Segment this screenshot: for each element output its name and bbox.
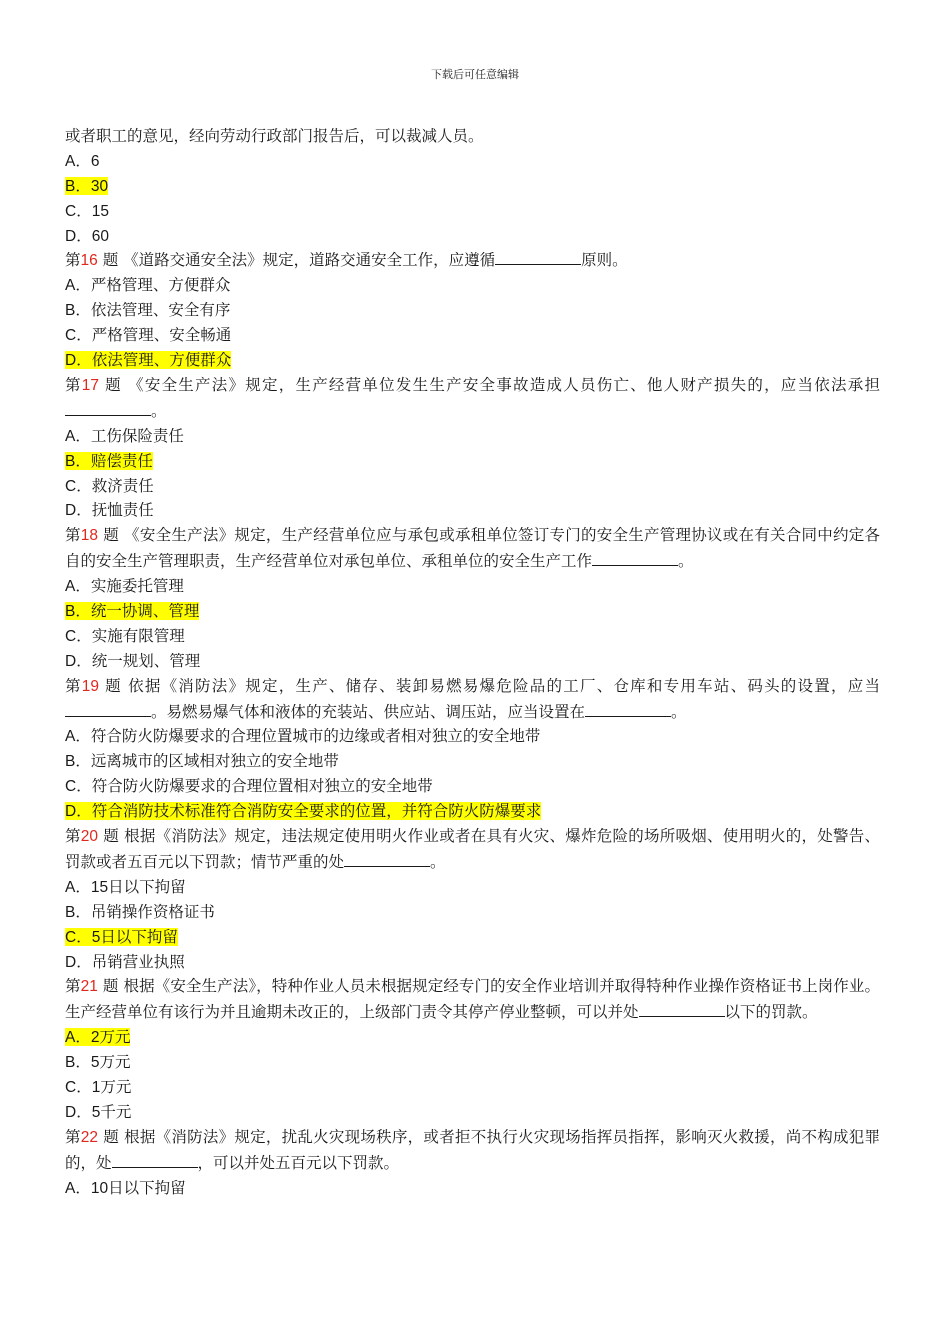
q20-option-a: A．15日以下拘留 bbox=[65, 877, 186, 896]
q21-option-d: D．5千元 bbox=[65, 1102, 132, 1121]
q17-option-b: B．赔偿责任 bbox=[65, 451, 153, 470]
q19-option-a: A．符合防火防爆要求的合理位置城市的边缘或者相对独立的安全地带 bbox=[65, 727, 541, 746]
question-number: 16 bbox=[80, 252, 98, 270]
q19-option-d: D．符合消防技术标准符合消防安全要求的位置，并符合防火防爆要求 bbox=[65, 802, 542, 821]
q20-option-d: D．吊销营业执照 bbox=[65, 952, 185, 971]
answer-blank bbox=[639, 1001, 725, 1017]
q22-option-a: A．10日以下拘留 bbox=[65, 1178, 186, 1197]
q16-option-c: C．严格管理、安全畅通 bbox=[65, 326, 232, 345]
q16-stem: 第16 题 《道路交通安全法》规定，道路交通安全工作，应遵循 原则。 bbox=[65, 251, 628, 270]
q19-option-b: B．远离城市的区域相对独立的安全地带 bbox=[65, 752, 339, 771]
question-number: 18 bbox=[80, 527, 99, 545]
answer-blank bbox=[65, 701, 151, 717]
answer-blank bbox=[585, 701, 671, 717]
q20-option-c: C．5日以下拘留 bbox=[65, 927, 178, 946]
question-number: 21 bbox=[80, 978, 98, 996]
q15-option-b: B．30 bbox=[65, 177, 109, 195]
q22-stem: 第22 题 根据《消防法》规定，扰乱火灾现场秩序，或者拒不执行火灾现场指挥员指挥，影响灭火救援，尚不构成犯罪的，处 ，可以并处五百元以下罚款。 bbox=[65, 1127, 880, 1172]
q17-option-a: A．工伤保险责任 bbox=[65, 426, 184, 445]
document-body bbox=[65, 124, 880, 1200]
answer-blank bbox=[112, 1152, 198, 1168]
q15-option-a: A．6 bbox=[65, 152, 100, 170]
q17-option-c: C．救济责任 bbox=[65, 476, 154, 495]
intro-text: 或者职工的意见，经向劳动行政部门报告后，可以裁减人员。 bbox=[65, 127, 484, 145]
q21-option-b: B．5万元 bbox=[65, 1053, 131, 1072]
q20-option-b: B．吊销操作资格证书 bbox=[65, 902, 215, 921]
q17-stem: 第17 题 《安全生产法》规定，生产经营单位发生生产安全事故造成人员伤亡、他人财产损失的，应当依法承担。 bbox=[65, 375, 880, 420]
question-number: 17 bbox=[81, 376, 99, 394]
q21-option-a: A．2万元 bbox=[65, 1028, 131, 1047]
q16-option-a: A．严格管理、方便群众 bbox=[65, 276, 231, 295]
question-number: 20 bbox=[80, 828, 99, 846]
page-header: 下载后可任意编辑 bbox=[431, 68, 519, 81]
answer-blank bbox=[592, 550, 678, 566]
q18-option-c: C．实施有限管理 bbox=[65, 626, 185, 645]
q17-option-d: D．抚恤责任 bbox=[65, 501, 154, 520]
q18-option-a: A．实施委托管理 bbox=[65, 577, 184, 596]
q16-option-b: B．依法管理、安全有序 bbox=[65, 301, 231, 320]
answer-blank bbox=[344, 851, 430, 867]
question-number: 19 bbox=[81, 677, 99, 695]
q15-option-c: C．15 bbox=[65, 202, 109, 220]
q19-stem: 第19 题 依据《消防法》规定，生产、储存、装卸易燃易爆危险品的工厂、仓库和专用车站、码头的设置，应当。易燃易爆气体和液体的充装站、供应站、调压站，应当设置在 。 bbox=[65, 676, 880, 721]
answer-blank bbox=[65, 400, 151, 416]
q18-option-b: B．统一协调、管理 bbox=[65, 601, 200, 620]
q21-option-c: C．1万元 bbox=[65, 1078, 132, 1096]
q15-option-d: D．60 bbox=[65, 227, 109, 245]
q18-option-d: D．统一规划、管理 bbox=[65, 651, 201, 670]
q18-stem: 第18 题 《安全生产法》规定，生产经营单位应与承包或承租单位签订专门的安全生产管理协议或在有关合同中约定各自的安全生产管理职责，生产经营单位对承包单位、承租单位的安全生产工作 。 bbox=[65, 526, 880, 571]
answer-blank bbox=[495, 249, 581, 265]
question-number: 22 bbox=[80, 1128, 99, 1146]
q20-stem: 第20 题 根据《消防法》规定，违法规定使用明火作业或者在具有火灾、爆炸危险的场所吸烟、使用明火的，处警告、罚款或者五百元以下罚款；情节严重的处 。 bbox=[65, 827, 880, 871]
q16-option-d: D．依法管理、方便群众 bbox=[65, 351, 232, 370]
q19-option-c: C．符合防火防爆要求的合理位置相对独立的安全地带 bbox=[65, 777, 433, 796]
q21-stem: 第21 题 根据《安全生产法》，特种作业人员未根据规定经专门的安全作业培训并取得特种作业操作资格证书上岗作业。生产经营单位有该行为并且逾期未改正的，上级部门责令其停产停业整顿，可以并处 以下的罚款。 bbox=[65, 977, 880, 1022]
